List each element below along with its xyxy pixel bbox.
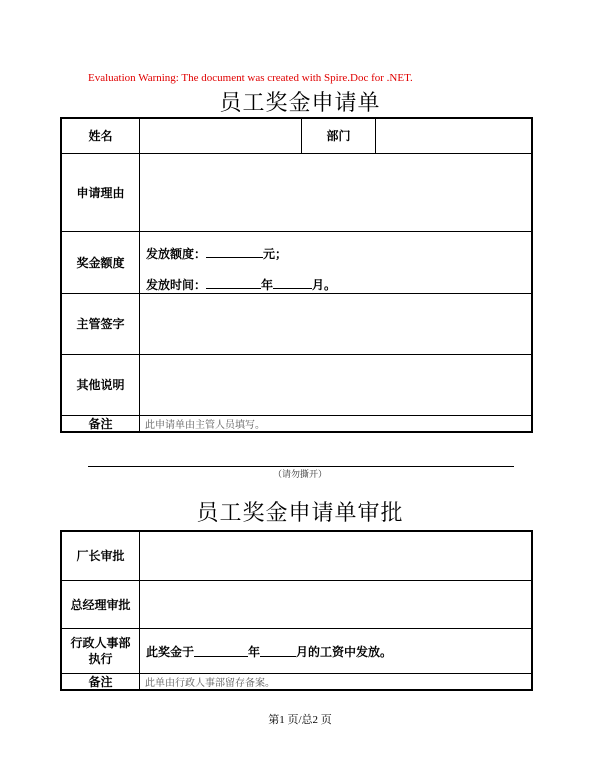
time-year: 年 [261,278,274,292]
row-gm [62,580,531,628]
form2-title: 员工奖金申请单审批 [196,500,404,525]
tear-divider-line [88,466,514,467]
row-note2 [62,673,531,689]
time-month: 月。 [312,278,337,292]
hr-month-blank [260,645,296,657]
factory-label: 厂长审批 [62,532,140,580]
year-blank [206,277,261,289]
time-prefix: 发放时间： [146,278,207,292]
amount-blank [206,246,263,258]
hr-value-cell [140,629,531,673]
form1-title: 员工奖金申请单 [219,90,381,115]
note2-label: 备注 [62,674,140,689]
note2-text: 此单由行政人事部留存备案。 [145,678,275,689]
amount-prefix: 发放额度： [146,247,207,261]
hr-prefix: 此奖金于 [146,644,195,659]
note-label: 备注 [62,416,140,431]
amount-value-cell [140,232,531,293]
row-note [62,415,531,431]
bonus-application-table [60,117,533,433]
hr-suffix: 月的工资中发放。 [296,644,393,659]
other-label: 其他说明 [62,355,140,415]
dept-value-cell [376,119,531,153]
other-value-cell [140,355,531,415]
bonus-approval-table [60,530,533,691]
supervisor-value-cell [140,294,531,354]
gm-value-cell [140,581,531,628]
reason-label: 申请理由 [62,154,140,231]
row-hr [62,628,531,673]
amount-unit: 元； [263,247,288,261]
tear-note: （请勿撕开） [272,469,327,479]
row-other [62,354,531,415]
supervisor-label: 主管签字 [62,294,140,354]
amount-label: 奖金额度 [62,232,140,293]
amount-line [146,239,531,270]
name-label: 姓名 [62,119,140,153]
name-value-cell [140,119,302,153]
row-factory [62,532,531,580]
evaluation-warning: Evaluation Warning: The document was created with Spire.Doc for .NET. [88,72,413,84]
note-text: 此申请单由主管人员填写。 [145,420,265,431]
row-amount [62,231,531,293]
row-name-dept [62,119,531,153]
hr-label-line1: 行政人事部 [70,636,131,650]
reason-value-cell [140,154,531,231]
dept-label: 部门 [302,119,376,153]
row-supervisor [62,293,531,354]
gm-label: 总经理审批 [62,581,140,628]
month-blank [273,277,312,289]
page-footer: 第1 页/总2 页 [268,714,332,726]
factory-value-cell [140,532,531,580]
hr-label-line2: 执行 [88,652,113,666]
row-reason [62,153,531,231]
hr-year: 年 [248,644,261,659]
hr-year-blank [194,645,248,657]
hr-label [62,629,140,673]
